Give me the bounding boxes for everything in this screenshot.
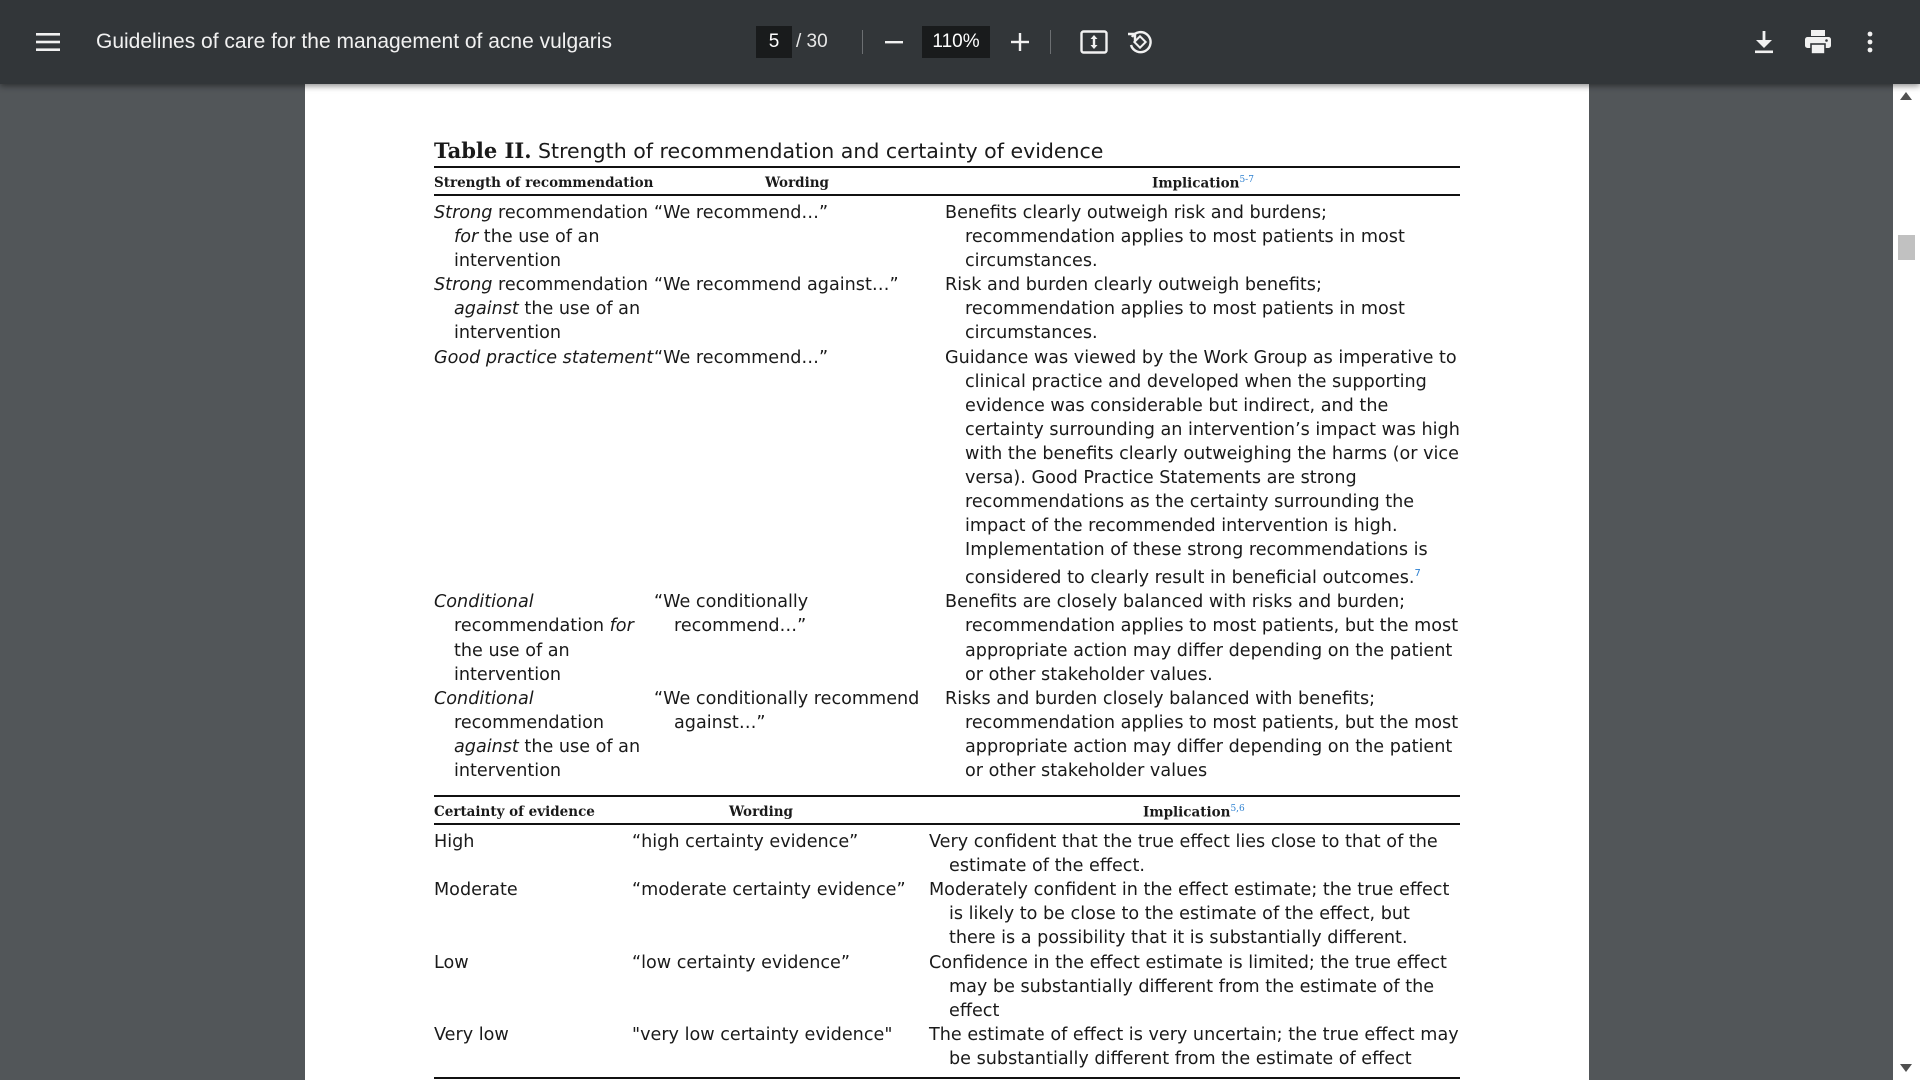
table-row [434, 590, 1460, 686]
print-icon [1804, 29, 1832, 55]
wording-cell: “moderate certainty evidence” [632, 880, 906, 901]
download-button[interactable] [1744, 0, 1784, 84]
certainty-header-row [434, 795, 1460, 825]
table-row [434, 878, 1460, 950]
table-row [434, 273, 1460, 345]
scroll-up-arrow-icon[interactable] [1900, 92, 1912, 100]
pdf-page [305, 84, 1589, 1080]
toolbar-divider [1050, 30, 1051, 54]
wording-cell: “low certainty evidence” [632, 952, 850, 973]
implication-cell: Risk and burden clearly outweigh benefits; recommendation applies to most patients in most circumstances. [945, 275, 1405, 344]
wording-cell: “We recommend…” [654, 347, 829, 368]
wording-cell: “We conditionally recommend against…” [654, 688, 920, 733]
more-options-icon [1867, 31, 1873, 53]
table-row [434, 830, 1460, 878]
wording-column-header: Wording [765, 175, 829, 191]
implication-column-header: Implication$^{5,6}$ [1143, 804, 1245, 821]
page-number-input[interactable]: 5 [756, 26, 792, 58]
wording-cell: “We recommend against…” [654, 275, 899, 296]
implication-cell: Risks and burden closely balanced with benefits; recommendation applies to most patients, but the most appropriate action may differ depending on the patient or other stakeholder values [945, 688, 1459, 782]
wording-cell: "very low certainty evidence" [632, 1024, 893, 1045]
document-title: Guidelines of care for the management of acne vulgaris [96, 30, 612, 53]
table-row [434, 1023, 1460, 1071]
table-row [434, 201, 1460, 273]
implication-column-header: Implication$^{5-7}$ [1152, 175, 1254, 192]
certainty-cell: Low [434, 952, 469, 973]
zoom-out-icon [884, 32, 904, 52]
table-row [434, 951, 1460, 1023]
fit-page-icon [1080, 30, 1108, 54]
table-caption-text: Strength of recommendation and certainty of evidence [531, 139, 1104, 163]
implication-cell: Benefits clearly outweigh risk and burdens; recommendation applies to most patients in most circumstances. [945, 203, 1405, 272]
zoom-level-input[interactable]: 110% [922, 26, 990, 58]
wording-cell: “We conditionally recommend…” [654, 592, 809, 637]
table-ii [434, 136, 1460, 1079]
strength-table-body [434, 196, 1460, 795]
implication-cell: Guidance was viewed by the Work Group as imperative to clinical practice and developed when the supporting evidence was considerable but indirect, and the certainty surrounding an intervention’s impact was high with the benefits clearly outweighing the harms (or vice versa). Good Practice Statements are strong recommendations as the certainty surrounding the impact of the recommended intervention is high. Implementation of these strong recommendations is considered to clearly result in beneficial outcomes.$^7$ [945, 347, 1460, 589]
certainty-cell: Very low [434, 1024, 509, 1045]
scrollbar-thumb[interactable] [1898, 235, 1915, 260]
strength-cell: Conditional recommendation against the use of an intervention [434, 688, 641, 782]
certainty-cell: Moderate [434, 880, 518, 901]
table-row [434, 346, 1460, 591]
more-options-button[interactable] [1852, 0, 1888, 84]
table-caption [434, 136, 1460, 166]
page-total: / 30 [796, 31, 828, 52]
strength-header-row [434, 166, 1460, 196]
strength-cell: Conditional recommendation for the use of an intervention [434, 592, 634, 685]
certainty-table-body [434, 825, 1460, 1079]
strength-column-header: Strength of recommendation [434, 175, 654, 191]
table-row [434, 687, 1460, 783]
strength-cell: Good practice statement [434, 347, 654, 368]
vertical-scrollbar[interactable] [1893, 84, 1920, 1080]
rotate-icon [1126, 28, 1154, 56]
zoom-out-button[interactable] [874, 0, 914, 84]
scroll-down-arrow-icon[interactable] [1900, 1064, 1912, 1072]
print-button[interactable] [1796, 0, 1840, 84]
pdf-toolbar [0, 0, 1920, 84]
toolbar-divider [862, 30, 863, 54]
menu-button[interactable] [26, 0, 70, 84]
download-icon [1753, 30, 1775, 54]
menu-icon [36, 32, 60, 52]
certainty-column-header: Certainty of evidence [434, 804, 595, 821]
certainty-cell: High [434, 832, 475, 853]
table-caption-label: Table II. [434, 138, 532, 163]
zoom-in-button[interactable] [1000, 0, 1040, 84]
wording-cell: “We recommend…” [654, 203, 829, 223]
strength-cell: Strong recommendation against the use of an intervention [434, 275, 648, 344]
implication-cell: Benefits are closely balanced with risks and burden; recommendation applies to most patients, but the most appropriate action may differ depending on the patient or other stakeholder values. [945, 592, 1459, 685]
rotate-button[interactable] [1120, 0, 1160, 84]
wording-column-header: Wording [729, 804, 793, 821]
fit-to-page-button[interactable] [1074, 0, 1114, 84]
zoom-in-icon [1010, 32, 1030, 52]
wording-cell: “high certainty evidence” [632, 832, 859, 853]
implication-cell: Very confident that the true effect lies close to that of the estimate of the effect. [929, 832, 1438, 877]
implication-cell: The estimate of effect is very uncertain; the true effect may be substantially different from the estimate of effect [929, 1024, 1459, 1069]
citation-link[interactable]: 7 [1414, 568, 1421, 580]
strength-cell: Strong recommendation for the use of an intervention [434, 203, 648, 272]
implication-cell: Confidence in the effect estimate is limited; the true effect may be substantially different from the estimate of the effect [929, 952, 1447, 1021]
implication-cell: Moderately confident in the effect estimate; the true effect is likely to be close to the estimate of the effect, but there is a possibility that it is substantially different. [929, 880, 1450, 949]
